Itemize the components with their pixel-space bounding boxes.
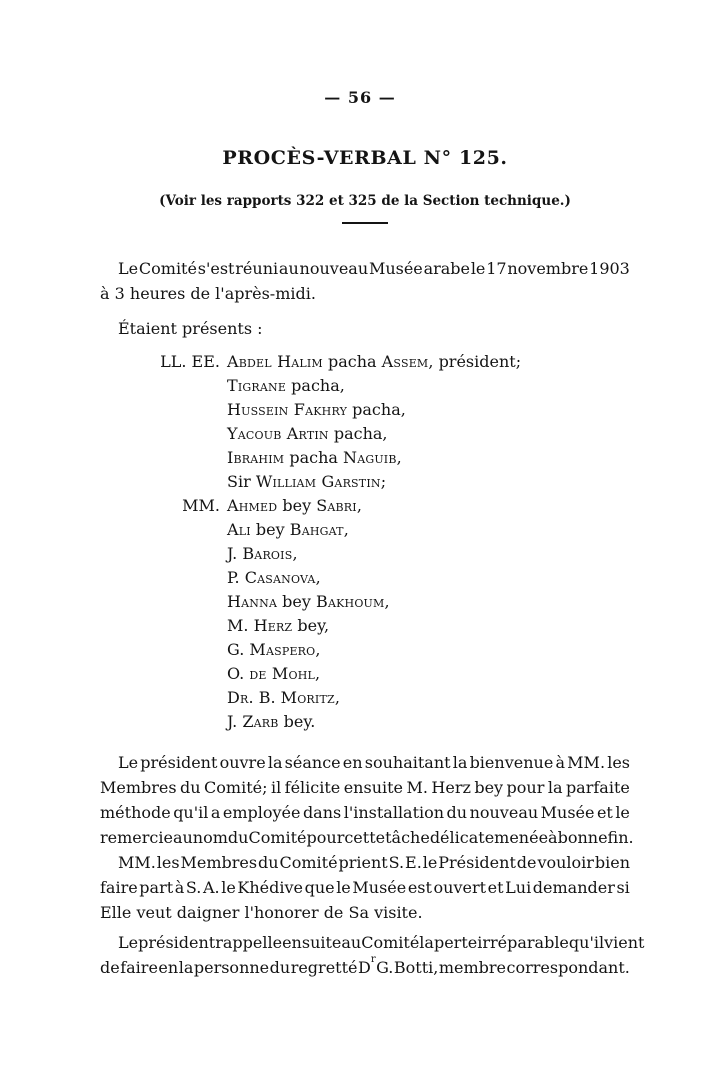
attendee-name: O. de Mohl,: [227, 664, 321, 683]
attendee-row: [100, 494, 630, 518]
attendee-row: [100, 590, 630, 614]
attendee-row: [100, 470, 630, 494]
attendee-group-prefix: [100, 470, 220, 494]
paragraph-line: Elle veut daigner l'honorer de Sa visite.: [100, 903, 423, 922]
attendee-name: Ali bey Bahgat,: [227, 520, 349, 539]
attendee-name: Ibrahim pacha Naguib,: [227, 448, 402, 467]
attendees-list: [100, 350, 630, 734]
body-paragraph: [100, 750, 634, 850]
paragraph-line: à 3 heures de l'après-midi.: [100, 284, 316, 303]
paragraph-line: faire part à S. A. le Khédive que le Musée est ouvert et Lui demander si: [100, 878, 630, 897]
attendee-group-prefix: [100, 638, 220, 662]
paragraph-line: méthode qu'il a employée dans l'installation du nouveau Musée et le: [100, 803, 630, 822]
attendee-name: Abdel Halim pacha Assem, président;: [227, 352, 522, 371]
attendee-group-prefix: [100, 374, 220, 398]
attendee-name: Tigrane pacha,: [227, 376, 345, 395]
page-content: [0, 147, 720, 980]
attendee-row: [100, 398, 630, 422]
attendee-group-prefix: [100, 710, 220, 734]
attendee-name: Yacoub Artin pacha,: [227, 424, 388, 443]
paragraph-line: MM. les Membres du Comité prient S. E. le Président de vouloir bien: [118, 853, 630, 872]
attendee-row: [100, 350, 630, 374]
attendee-group-prefix: [100, 542, 220, 566]
attendee-group-prefix: [100, 446, 220, 470]
attendee-row: [100, 662, 630, 686]
body-paragraphs: [100, 750, 645, 980]
attendee-group-prefix: [100, 590, 220, 614]
document-subtitle: (Voir les rapports 322 et 325 de la Section technique.): [159, 193, 571, 209]
attendee-name: M. Herz bey,: [227, 616, 330, 635]
attendee-name: Hussein Fakhry pacha,: [227, 400, 406, 419]
attendee-group-prefix: [100, 614, 220, 638]
attendee-row: [100, 446, 630, 470]
attendee-row: [100, 710, 630, 734]
attendee-group-prefix: [100, 398, 220, 422]
paragraph-line: Le Comité s'est réuni au nouveau Musée arabe le 17 novembre 1903: [118, 259, 630, 278]
attendee-row: [100, 566, 630, 590]
document-title: PROCÈS-VERBAL N° 125.: [222, 147, 508, 169]
attendee-row: [100, 542, 630, 566]
intro-paragraph: [100, 256, 630, 306]
attendees-label: Étaient présents :: [118, 319, 263, 338]
paragraph-line: Le président ouvre la séance en souhaitant la bienvenue à MM. les: [118, 753, 630, 772]
attendee-name: J. Barois,: [227, 544, 298, 563]
body-paragraph: [100, 930, 645, 980]
attendee-name: P. Casanova,: [227, 568, 321, 587]
body-paragraph: [100, 850, 630, 925]
attendee-name: Ahmed bey Sabri,: [227, 496, 362, 515]
attendee-group-prefix: MM.: [182, 496, 220, 515]
attendee-group-prefix: [100, 422, 220, 446]
attendee-name: Hanna bey Bakhoum,: [227, 592, 390, 611]
attendee-group-prefix: [100, 686, 220, 710]
attendee-name: Sir William Garstin;: [227, 472, 387, 491]
attendee-row: [100, 614, 630, 638]
attendee-group-prefix: [100, 566, 220, 590]
paragraph-line: remercie au nom du Comité pour cette tâche délicate menée à bonne fin.: [100, 828, 634, 847]
attendee-name: Dr. B. Moritz,: [227, 688, 340, 707]
attendee-row: [100, 374, 630, 398]
attendee-group-prefix: [100, 662, 220, 686]
attendee-row: [100, 518, 630, 542]
attendee-row: [100, 686, 630, 710]
attendee-name: J. Zarb bey.: [227, 712, 316, 731]
attendee-row: [100, 638, 630, 662]
paragraph-line: de faire en la personne du regretté $D^r$ G. Botti, membre correspondant.: [100, 954, 630, 977]
attendee-row: [100, 422, 630, 446]
attendee-name: G. Maspero,: [227, 640, 321, 659]
attendee-group-prefix: [100, 518, 220, 542]
page-number: — 56 —: [324, 88, 396, 107]
paragraph-line: Le président rappelle ensuite au Comité la perte irréparable qu'il vient: [118, 933, 645, 952]
title-rule: [342, 222, 388, 224]
paragraph-line: Membres du Comité; il félicite ensuite M. Herz bey pour la parfaite: [100, 778, 630, 797]
attendee-group-prefix: LL. EE.: [160, 352, 220, 371]
